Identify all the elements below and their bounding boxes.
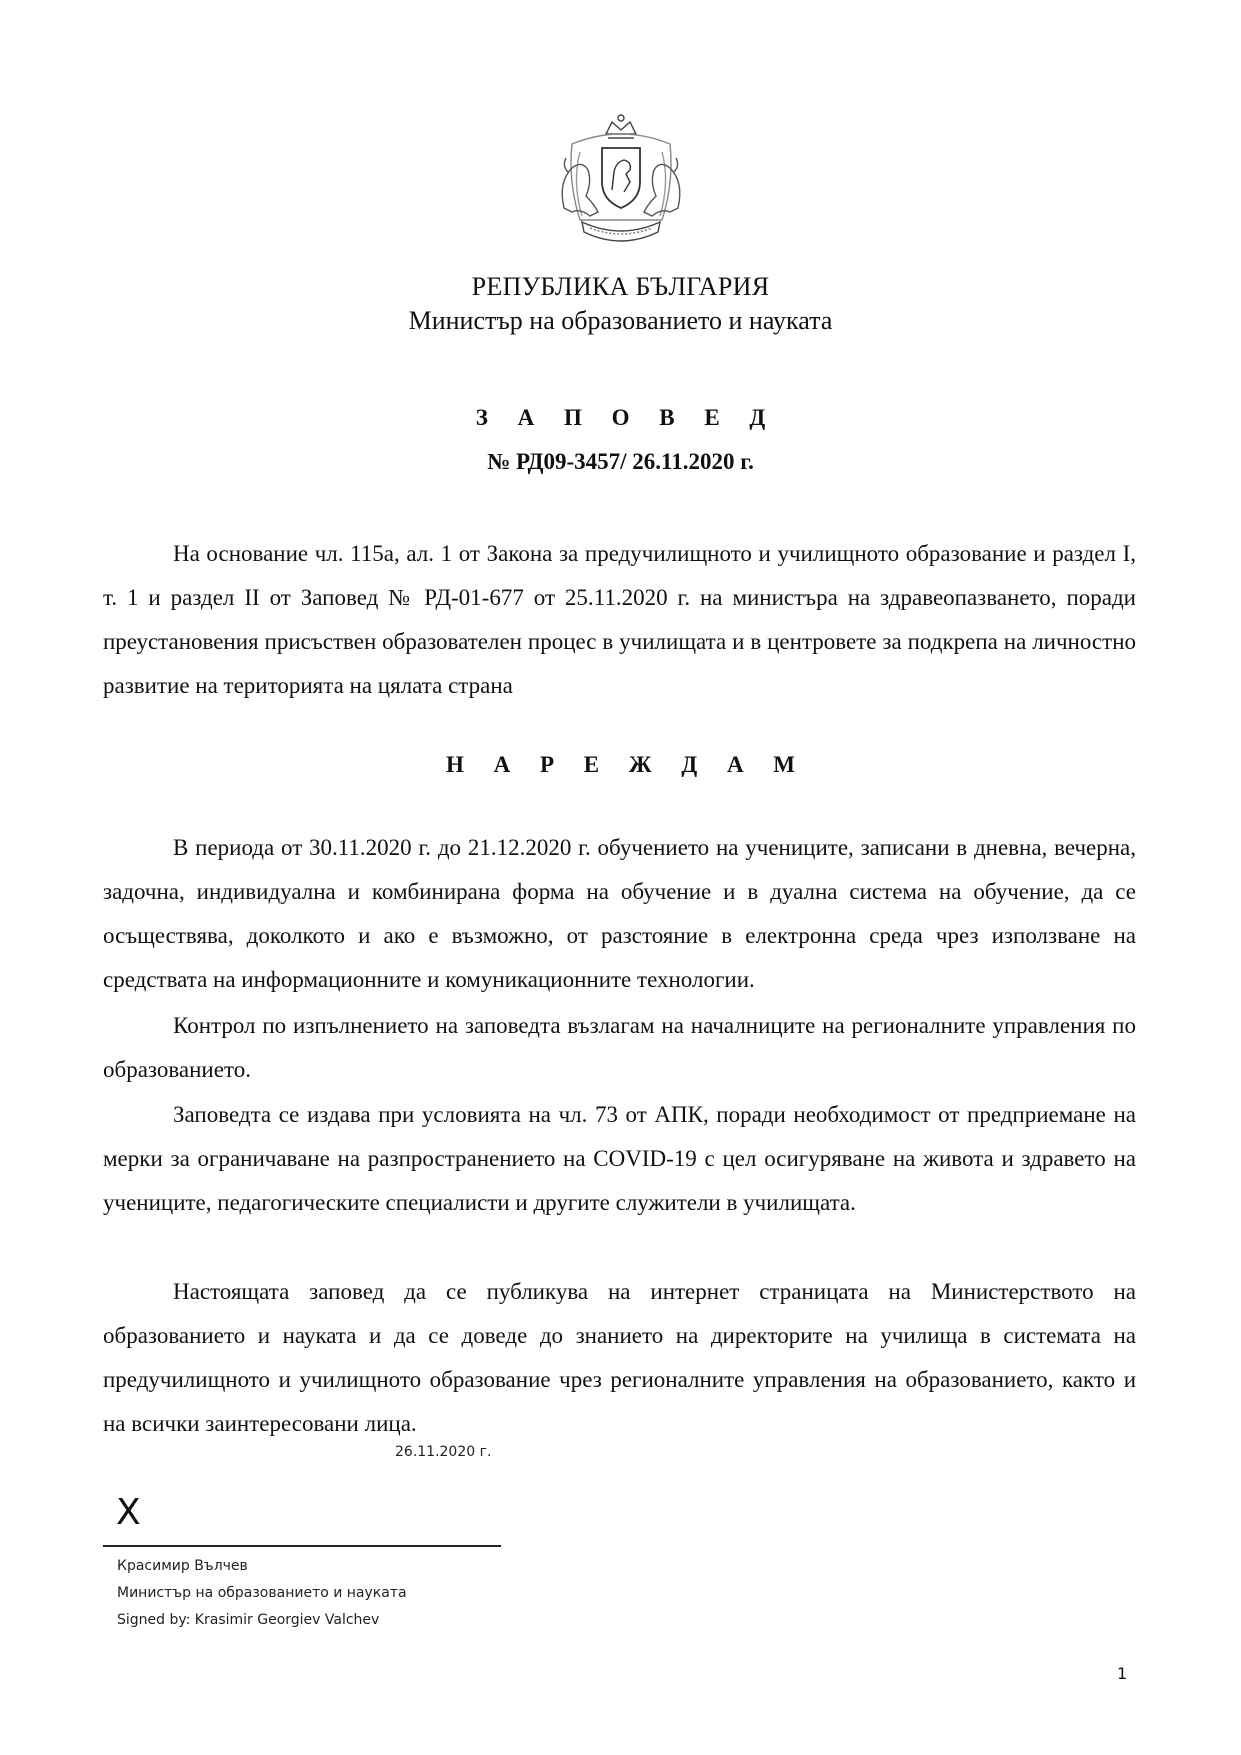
ministry-heading: Министър на образованието и науката bbox=[408, 306, 833, 335]
page-number: 1 bbox=[1117, 1664, 1128, 1683]
body-paragraph: В периода от 30.11.2020 г. до 21.12.2020 г. обучението на учениците, записани в дневна, вечерна, задочна, индивидуална и комбинирана форма на обучение и в дуална система на обучение, да се осъществява, доколкото и ако е възможно, от разстояние в електронна среда чрез използване на средствата на информационните и комуникационните технологии. bbox=[103, 835, 1136, 992]
order-title: З А П О В Е Д bbox=[475, 405, 778, 430]
body-paragraph: Настоящата заповед да се публикува на интернет страницата на Министерството на образованието и науката и да се доведе до знанието на директорите на училища в системата на предучилищното и училищното образование чрез регионалните управления на образованието, както и на всички заинтересовани лица. bbox=[103, 1279, 1136, 1436]
country-heading: РЕПУБЛИКА БЪЛГАРИЯ bbox=[471, 272, 770, 301]
preamble-paragraph: На основание чл. 115а, ал. 1 от Закона за предучилищното и училищното образование и раздел I, т. 1 и раздел II от Заповед № РД-01-677 от 25.11.2020 г. на министъра на здравеопазването, поради преустановения присъствен образователен процес в училищата и в центровете за подкрепа на личностно развитие на територията на цялата страна bbox=[103, 541, 1136, 698]
signature-date: 26.11.2020 г. bbox=[395, 1444, 492, 1460]
signature-line bbox=[103, 1545, 501, 1547]
signer-name: Красимир Вълчев bbox=[117, 1558, 248, 1574]
coat-of-arms-icon bbox=[542, 112, 700, 252]
signer-title: Министър на образованието и науката bbox=[117, 1585, 407, 1601]
body-paragraph: Контрол по изпълнението на заповедта възлагам на началниците на регионалните управления по образованието. bbox=[103, 1013, 1136, 1082]
body-paragraph: Заповедта се издава при условията на чл. 73 от АПК, поради необходимост от предприемане на мерки за ограничаване на разпространението на COVID-19 с цел осигуряване на живота и здравето на учениците, педагогическите специалисти и другите служители в училищата. bbox=[103, 1102, 1136, 1215]
signature-mark: X bbox=[116, 1492, 141, 1533]
order-number: № РД09-3457/ 26.11.2020 г. bbox=[487, 449, 754, 474]
signed-by-line: Signed by: Krasimir Georgiev Valchev bbox=[117, 1612, 380, 1628]
decree-heading: Н А Р Е Ж Д А М bbox=[445, 752, 808, 777]
